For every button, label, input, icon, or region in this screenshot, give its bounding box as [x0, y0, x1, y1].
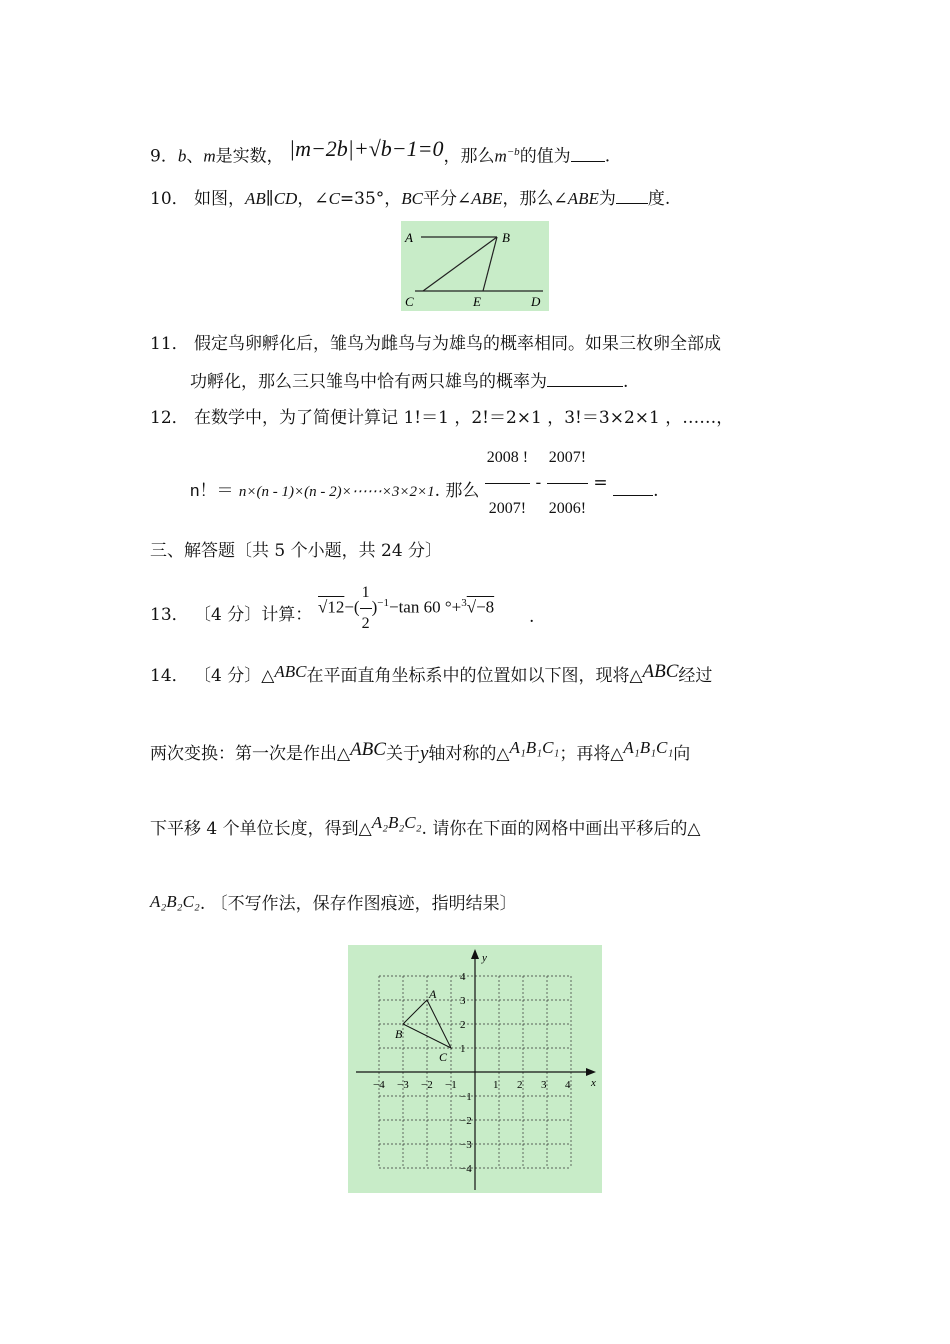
q12-number: 12． — [150, 408, 189, 428]
question-9 — [150, 135, 611, 168]
question-14-line4 — [150, 893, 517, 915]
question-11-cont — [190, 370, 628, 393]
q9-var-m: m — [203, 146, 216, 166]
q9-answer-blank[interactable] — [571, 145, 605, 162]
y-tick-label: −2 — [460, 1115, 472, 1127]
q10-text1: 如图， — [194, 189, 246, 209]
x-tick-label: −1 — [445, 1079, 457, 1091]
question-13 — [150, 604, 312, 626]
q13-exp: −1 — [377, 596, 389, 609]
q13-half — [360, 578, 372, 639]
question-14-line2 — [150, 738, 691, 765]
vertex-c-label: C — [439, 1050, 448, 1064]
q11-number: 11． — [150, 334, 189, 354]
q13-end — [529, 606, 534, 628]
q14-line2-d: ；再将△ — [559, 744, 624, 764]
q10-ab: AB — [245, 189, 266, 208]
x-tick-label: 3 — [541, 1079, 547, 1091]
q14-abc1: ABC — [274, 662, 307, 681]
x-tick-label: −3 — [397, 1079, 409, 1091]
q10-abe: ABE — [471, 189, 503, 208]
q12-f1-num: 2008 ! — [485, 433, 530, 484]
vertex-b-label: B — [395, 1027, 403, 1041]
q12-f1-den: 2007! — [488, 500, 527, 517]
q14-abc3: ABC — [350, 739, 386, 760]
q9-power-base: m — [494, 146, 507, 166]
q10-abe2: ABE — [567, 189, 599, 208]
y-axis-arrow — [471, 949, 479, 959]
q10-parallel: ∥ — [265, 189, 274, 209]
q9-text3: 的值为 — [519, 146, 571, 167]
q10-text3: =35°， — [339, 189, 402, 209]
y-tick-label: 3 — [460, 995, 466, 1007]
q9-number: 9． — [150, 146, 178, 167]
q9-var-b: b — [177, 146, 187, 166]
q13-number: 13． — [150, 605, 189, 625]
x-tick-label: 2 — [517, 1079, 523, 1091]
q10-figure — [401, 221, 549, 311]
q10-diagram — [401, 221, 549, 311]
question-12 — [150, 407, 733, 429]
q13-close-paren: ) — [371, 597, 378, 617]
q9-text2: ，那么 — [443, 146, 495, 167]
q12-expression: n×(n - 1)×(n - 2)×⋯⋯×3×2×1 — [238, 484, 435, 500]
q14-line1-a: 〔4 分〕△ — [194, 666, 275, 686]
q9-end: . — [604, 146, 611, 167]
y-tick-label: −3 — [460, 1139, 472, 1151]
q13-minus-paren: −( — [344, 597, 360, 617]
q10-number: 10． — [150, 189, 189, 209]
coordinate-grid[interactable] — [348, 945, 602, 1193]
question-10 — [150, 187, 670, 210]
x-axis-arrow — [586, 1068, 596, 1076]
label-b: B — [502, 230, 510, 245]
q13-half-num: 1 — [360, 578, 372, 609]
q10-text2: ，∠ — [297, 189, 329, 209]
q14-line1-b: 在平面直角坐标系中的位置如以下图，现将△ — [306, 666, 643, 686]
x-axis-label: x — [591, 1077, 596, 1089]
q14-a2b2c2-b: A₂B₂C₂ — [150, 892, 200, 911]
question-11 — [150, 333, 721, 355]
question-12-cont — [190, 441, 658, 542]
q13-cube-root: √−8 — [466, 597, 495, 617]
q11-line1: 假定鸟卵孵化后，雏鸟为雌鸟与为雄鸟的概率相同。如果三枚卵全部成 — [194, 334, 722, 354]
q10-c: C — [328, 189, 340, 208]
y-axis-label: y — [482, 952, 487, 964]
q10-answer-blank[interactable] — [616, 187, 648, 204]
q13-end-dot: . — [529, 607, 535, 627]
q14-number: 14． — [150, 666, 189, 686]
q12-eq: = — [593, 473, 608, 493]
q12-f2-den: 2006! — [548, 500, 587, 517]
q12-fraction-2 — [547, 433, 588, 534]
section-3-title: 三、解答题〔共 5 个小题，共 24 分〕 — [150, 541, 443, 561]
q14-line3-b: . 请你在下面的网格中画出平移后的△ — [421, 819, 701, 839]
q13-text1: 〔4 分〕计算： — [194, 605, 313, 625]
q13-tan: −tan 60 °+ — [388, 597, 462, 617]
q14-line3-a: 下平移 4 个单位长度，得到△ — [150, 819, 372, 839]
q12-fraction-1 — [485, 433, 530, 534]
q9-text1: 是实数， — [215, 146, 284, 167]
q10-text4: 平分∠ — [423, 189, 472, 209]
q10-bc: BC — [401, 189, 424, 208]
q14-line2-b: 关于 — [385, 744, 420, 764]
section-3-heading — [150, 540, 442, 562]
q12-line1: 在数学中，为了简便计算记 1!＝1 ，2!＝2×1 ，3!＝3×2×1 ，……， — [194, 408, 734, 428]
q12-answer-blank[interactable] — [613, 479, 653, 496]
q14-abc2: ABC — [642, 661, 679, 682]
label-e: E — [473, 294, 481, 309]
q10-text6: 为 — [598, 189, 616, 209]
y-tick-label: 2 — [460, 1019, 466, 1031]
x-tick-label: 4 — [565, 1079, 571, 1091]
q9-power-exp: −b — [506, 146, 520, 158]
q14-line1-c: 经过 — [678, 666, 713, 686]
x-tick-label: 1 — [493, 1079, 499, 1091]
x-tick-label: −4 — [373, 1079, 385, 1091]
vertex-a-label: A — [429, 987, 437, 1001]
q12-nfact: n！＝ — [190, 481, 234, 500]
q14-coordinate-figure — [348, 945, 602, 1193]
q12-text2: . 那么 — [434, 481, 480, 501]
question-14-line3 — [150, 813, 701, 840]
q13-cube-index: 3 — [461, 596, 467, 609]
label-a: A — [405, 230, 413, 245]
question-14-line1 — [150, 661, 713, 687]
q12-f2-num: 2007! — [547, 433, 588, 484]
q14-y: y — [419, 743, 429, 764]
q14-line2-e: 向 — [673, 744, 691, 764]
q14-a1b1c1: A₁B₁C₁ — [509, 738, 560, 757]
q14-line4: . 〔不写作法，保存作图痕迹，指明结果〕 — [199, 894, 517, 914]
q12-end: . — [653, 481, 659, 501]
q10-end: 度. — [647, 189, 671, 209]
q14-a1b1c1-b: A₁B₁C₁ — [623, 738, 674, 757]
label-c: C — [405, 294, 414, 309]
q11-answer-blank[interactable] — [547, 370, 623, 387]
y-tick-label: −1 — [460, 1091, 472, 1103]
q10-text5: ，那么∠ — [502, 189, 568, 209]
q13-expression — [318, 578, 494, 639]
q11-line2: 功孵化，那么三只雏鸟中恰有两只雄鸟的概率为 — [190, 372, 547, 392]
y-tick-label: −4 — [460, 1163, 472, 1175]
x-tick-label: −2 — [421, 1079, 433, 1091]
q14-line2-c: 轴对称的△ — [428, 744, 510, 764]
q14-line2-a: 两次变换：第一次是作出△ — [150, 744, 351, 764]
q10-cd: CD — [273, 189, 298, 208]
q11-end: . — [623, 372, 629, 392]
label-d: D — [531, 294, 541, 309]
y-tick-label: 4 — [460, 971, 466, 983]
q9-sep: 、 — [186, 146, 204, 167]
q13-half-den: 2 — [361, 615, 370, 632]
q9-expression: |m−2b|+√b−1=0 — [289, 135, 444, 161]
q13-sqrt12: √12 — [318, 597, 345, 617]
line-bc — [423, 237, 497, 291]
y-tick-label: 1 — [460, 1043, 466, 1055]
q14-a2b2c2: A₂B₂C₂ — [371, 813, 422, 832]
q12-minus: - — [535, 473, 542, 493]
